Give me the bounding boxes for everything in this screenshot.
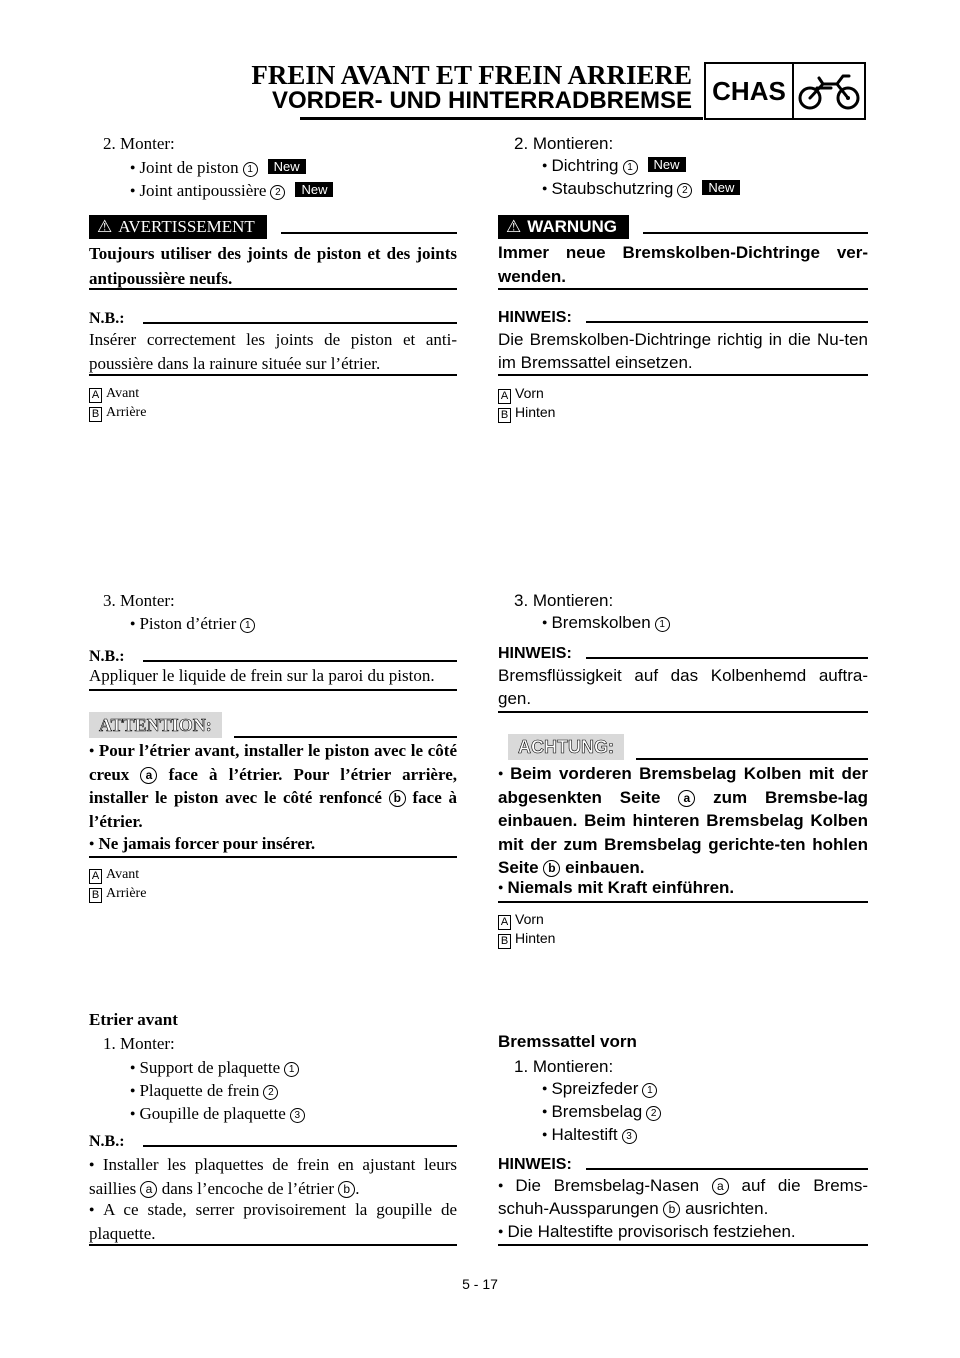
- rule: [89, 1244, 457, 1246]
- rule: [498, 901, 868, 903]
- de-achtung-header: [498, 733, 868, 761]
- fr-key-a: A Avant: [89, 384, 139, 403]
- de-nb-header-3: HINWEIS:: [498, 1156, 868, 1174]
- rule: [498, 1244, 868, 1246]
- de-heading-front-caliper: Bremssattel vorn: [498, 1032, 637, 1051]
- de-attention-item-1: ● Beim vorderen Bremsbelag Kolben mit der abgesenkten Seite a zum Bremsbe-lag einbauen. Beim hinteren Bremsbelag Kolben mit der zum Bremsbelag gerichte-ten hohlen Seite b einbauen.: [498, 762, 868, 880]
- fr-step-2: 2. Monter:: [103, 134, 175, 153]
- fr-warning-header: [89, 214, 457, 240]
- de-nb-text-2: Bremsflüssigkeit auf das Kolbenhemd auftra-gen.: [498, 666, 868, 708]
- fr-nb-header: N.B.:: [89, 310, 457, 328]
- header-title-de: VORDER- UND HINTERRADBREMSE: [271, 87, 692, 114]
- de-nb-header: HINWEIS:: [498, 309, 868, 327]
- fr-step-1: 1. Monter:: [103, 1034, 175, 1053]
- warning-badge: ⚠ AVERTISSEMENT: [89, 215, 267, 239]
- motorcycle-icon: [794, 64, 864, 118]
- de-warning-header: [498, 214, 868, 240]
- warning-icon: ⚠: [97, 217, 113, 236]
- de-key-b: B Hinten: [498, 403, 555, 423]
- rule: [498, 374, 868, 376]
- fr-nb-text-2: Appliquer le liquide de frein sur la paroi du piston.: [89, 666, 435, 685]
- header-title-fr: FREIN AVANT ET FREIN ARRIERE: [251, 60, 692, 90]
- fr-item-piston-seal: ● Joint de piston 1 New: [130, 155, 306, 180]
- fr-attention-item-1: ● Pour l’étrier avant, installer le piston avec le côté creux a face à l’étrier. Pour l’étrier arrière, installer le piston avec le côté renfoncé b face à l’étrier.: [89, 739, 457, 833]
- section-label: CHAS: [706, 64, 794, 118]
- de-step-3: 3. Montieren:: [514, 591, 614, 610]
- rule: [89, 856, 457, 858]
- fr-attention-item-2: ● Ne jamais forcer pour insérer.: [89, 832, 457, 855]
- fr-item-caliper-piston: ● Piston d’étrier 1: [130, 611, 255, 636]
- fr-nb-item-1: ● Installer les plaquettes de frein en ajustant leurs saillies a dans l’encoche de l’étrier b .: [89, 1152, 457, 1201]
- new-badge: New: [295, 182, 333, 197]
- rule: [498, 288, 868, 290]
- rule: [89, 689, 457, 691]
- fr-key-a-2: A Avant: [89, 865, 139, 884]
- fr-item-pad-support: ● Support de plaquette 1: [130, 1055, 299, 1080]
- section-badge: [704, 62, 866, 120]
- fr-attention-header: [89, 711, 457, 739]
- de-key-b-2: B Hinten: [498, 929, 555, 949]
- de-item-piston: ● Bremskolben 1: [542, 611, 670, 634]
- fr-key-b: B Arrière: [89, 403, 146, 422]
- rule: [89, 374, 457, 376]
- warning-icon: ⚠: [506, 217, 522, 236]
- new-badge: New: [648, 157, 686, 172]
- de-attention-item-2: ● Niemals mit Kraft einführen.: [498, 876, 868, 899]
- fr-heading-front-caliper: Etrier avant: [89, 1010, 178, 1029]
- de-warning-text: Immer neue Bremskolben-Dichtringe ver-wenden.: [498, 243, 868, 286]
- fr-warning-text: Toujours utiliser des joints de piston et des joints antipoussière neufs.: [89, 244, 457, 288]
- de-key-a: A Vorn: [498, 384, 544, 404]
- de-nb-item-2: ● Die Haltestifte provisorisch festziehen.: [498, 1220, 868, 1243]
- fr-item-dust-seal: ● Joint antipoussière 2 New: [130, 178, 333, 203]
- fr-nb-header-2: N.B.:: [89, 648, 457, 666]
- de-item-seal: ● Dichtring 1 New: [542, 154, 686, 177]
- new-badge: New: [268, 159, 306, 174]
- de-nb-item-1: ● Die Bremsbelag-Nasen a auf die Brems-schuh-Aussparungen b ausrichten.: [498, 1174, 868, 1220]
- de-step-1: 1. Montieren:: [514, 1057, 614, 1076]
- fr-item-pad-pin: ● Goupille de plaquette 3: [130, 1101, 305, 1126]
- attention-badge: ATTENTION:: [89, 712, 222, 738]
- attention-badge: ACHTUNG:: [508, 734, 624, 760]
- fr-step-3: 3. Monter:: [103, 591, 175, 610]
- de-key-a-2: A Vorn: [498, 910, 544, 930]
- rule: [498, 711, 868, 713]
- page-number: 5 - 17: [462, 1276, 498, 1292]
- fr-nb-item-2: ● A ce stade, serrer provisoirement la goupille de plaquette.: [89, 1197, 457, 1246]
- fr-nb-text: Insérer correctement les joints de piston et anti-poussière dans la rainure située sur l’étrier.: [89, 330, 457, 373]
- de-item-pin: ● Haltestift 3: [542, 1123, 637, 1146]
- de-nb-header-2: HINWEIS:: [498, 645, 868, 663]
- fr-nb-header-3: N.B.:: [89, 1133, 457, 1151]
- de-item-spring: ● Spreizfeder 1: [542, 1077, 657, 1100]
- fr-key-b-2: B Arrière: [89, 884, 146, 903]
- de-item-dust-seal: ● Staubschutzring 2 New: [542, 177, 740, 200]
- de-nb-text: Die Bremskolben-Dichtringe richtig in die Nu-ten im Bremssattel einsetzen.: [498, 330, 868, 372]
- de-item-brake-pad: ● Bremsbelag 2: [542, 1100, 661, 1123]
- de-step-2: 2. Montieren:: [514, 134, 614, 153]
- header-rule: [300, 117, 703, 120]
- new-badge: New: [702, 180, 740, 195]
- warning-badge: ⚠ WARNUNG: [498, 215, 629, 239]
- fr-item-brake-pad: ● Plaquette de frein 2: [130, 1078, 278, 1103]
- rule: [89, 288, 457, 290]
